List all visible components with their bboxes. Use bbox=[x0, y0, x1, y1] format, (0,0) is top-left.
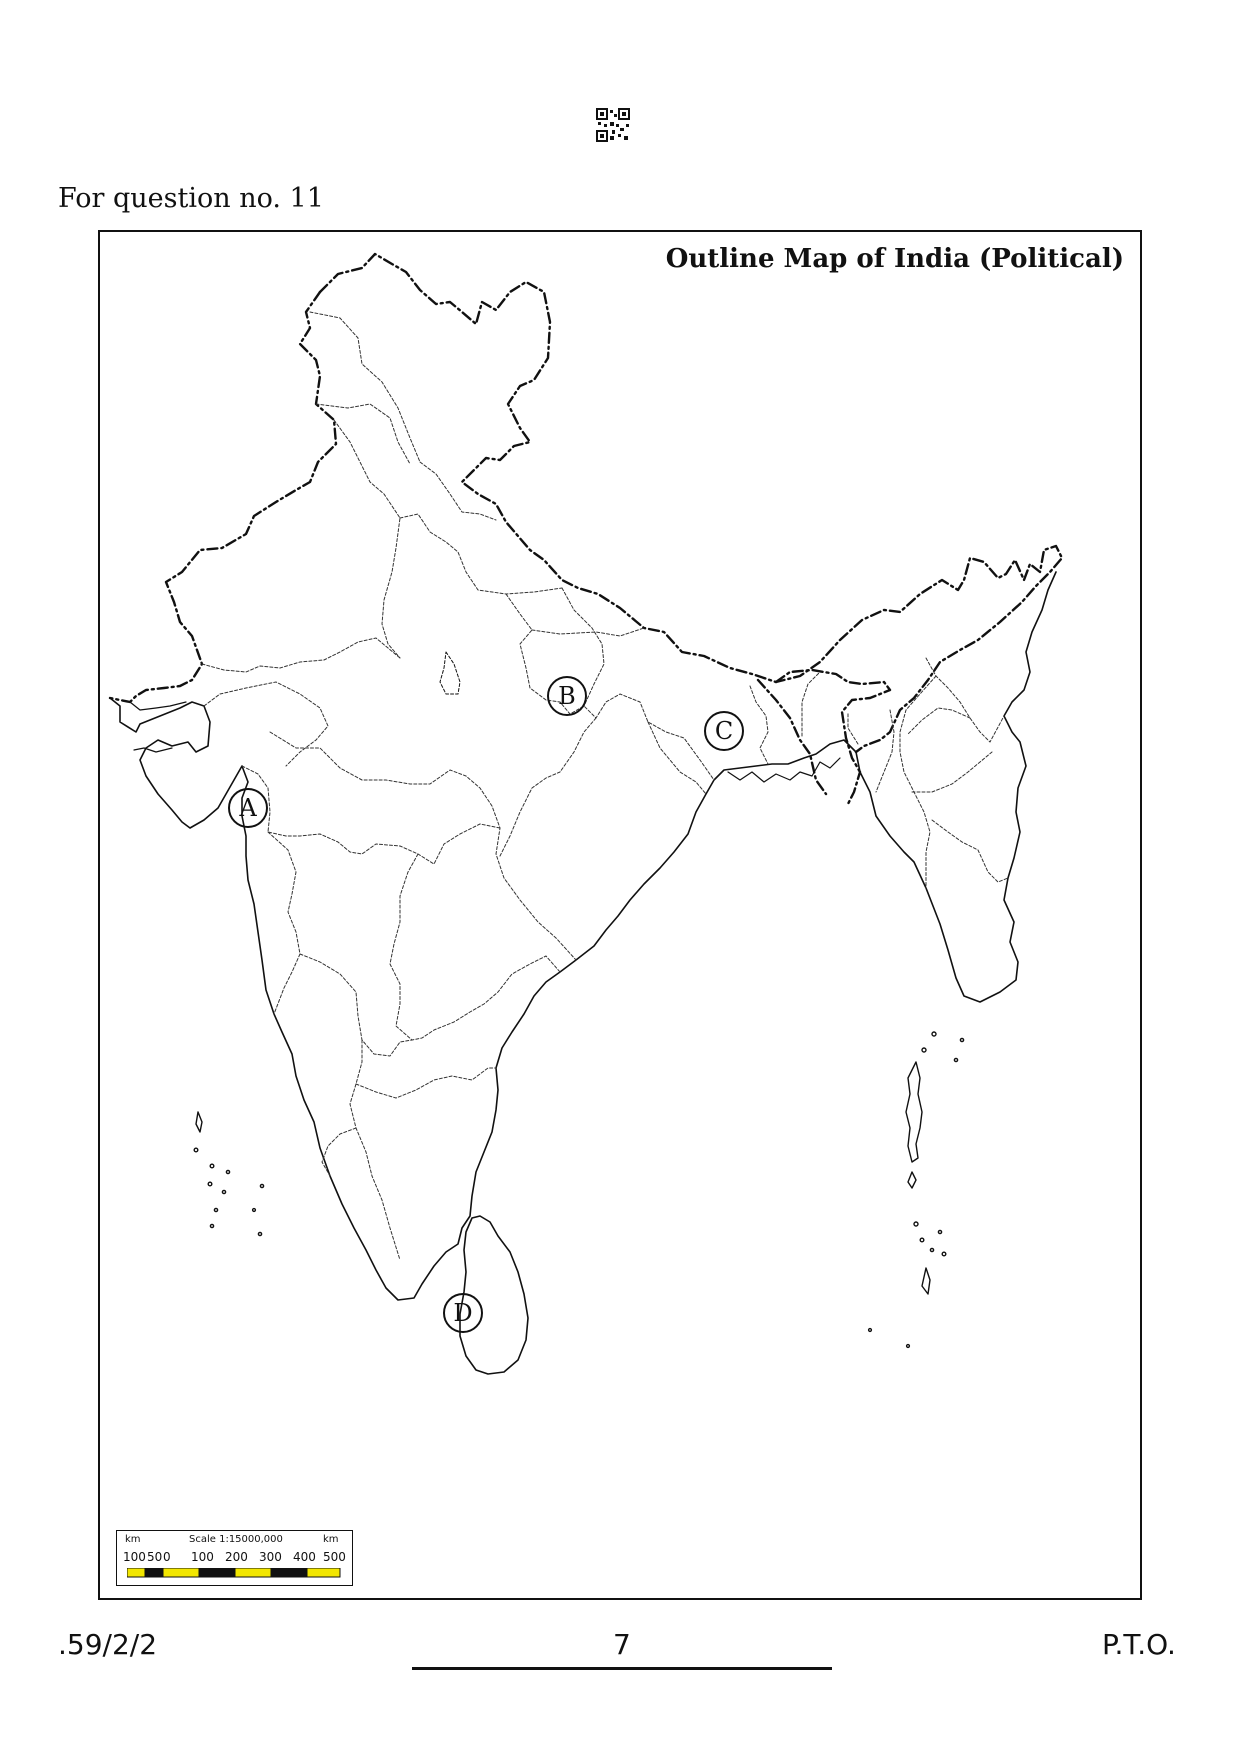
coastline bbox=[110, 572, 1056, 1300]
map-frame bbox=[98, 230, 1142, 1600]
marker-c: C bbox=[704, 711, 744, 751]
scale-segment bbox=[235, 1568, 271, 1577]
paper-code: .59/2/2 bbox=[58, 1628, 158, 1661]
international-border bbox=[320, 254, 1062, 752]
scale-num-500: 500 bbox=[323, 1550, 346, 1564]
scale-segment bbox=[127, 1568, 145, 1577]
page-number: 7 bbox=[613, 1628, 631, 1661]
scale-num-0: 0 bbox=[163, 1550, 171, 1564]
map-title: Outline Map of India (Political) bbox=[665, 244, 1124, 274]
scale-segment bbox=[271, 1568, 307, 1577]
qr-code-icon bbox=[596, 108, 630, 142]
scale-num-200: 200 bbox=[225, 1550, 248, 1564]
scale-num-50: 50 bbox=[147, 1550, 163, 1564]
scale-km-right: km bbox=[323, 1534, 339, 1545]
scale-num-100: 100 bbox=[191, 1550, 214, 1564]
scale-segment bbox=[145, 1568, 163, 1577]
scale-num-400: 400 bbox=[293, 1550, 316, 1564]
scale-segment bbox=[199, 1568, 235, 1577]
scale-segment bbox=[307, 1568, 340, 1577]
pto-label: P.T.O. bbox=[1102, 1628, 1176, 1661]
marker-d: D bbox=[443, 1293, 483, 1333]
bangladesh-border bbox=[758, 670, 890, 804]
marker-a: A bbox=[228, 788, 268, 828]
map-scale-bar bbox=[116, 1530, 353, 1586]
scale-num-100-left: 100 bbox=[123, 1550, 146, 1564]
india-outline-map bbox=[100, 232, 1140, 1598]
question-label: For question no. 11 bbox=[58, 183, 324, 214]
state-borders bbox=[202, 312, 1008, 1260]
western-border bbox=[110, 292, 336, 702]
scale-segments bbox=[127, 1568, 341, 1578]
marker-b: B bbox=[547, 676, 587, 716]
lakshadweep-islands bbox=[194, 1112, 263, 1236]
andaman-nicobar-islands bbox=[869, 1032, 964, 1347]
scale-num-300: 300 bbox=[259, 1550, 282, 1564]
scale-km-left: km bbox=[125, 1534, 141, 1545]
footer-rule bbox=[412, 1667, 832, 1670]
scale-segment bbox=[163, 1568, 199, 1577]
scale-title: Scale 1:15000,000 bbox=[189, 1534, 283, 1545]
